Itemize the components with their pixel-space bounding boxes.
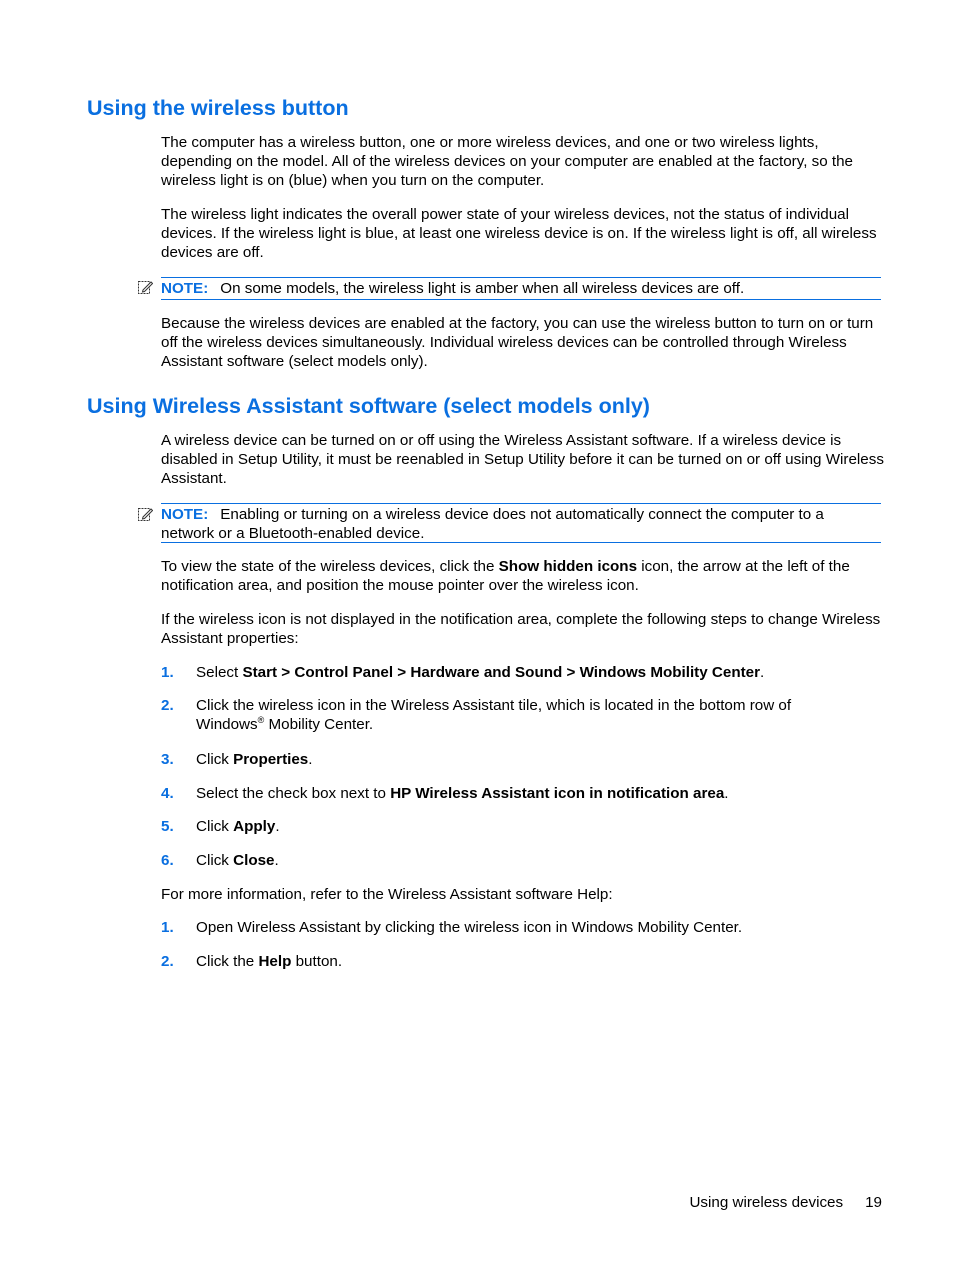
note-text: Enabling or turning on a wireless device does not automatically connect the computer to a network or a Bluetooth-enabled device. [161,506,824,542]
text-run: Click the wireless icon in the Wireless Assistant tile, which is located in the bottom row of Windows [196,697,792,733]
text-run: icon, the arrow at the left of the notification area, and position the mouse pointer over the wireless icon. [161,558,850,594]
note-pencil-icon [137,279,153,295]
text-run: Click [196,818,234,835]
note-label: NOTE: [161,280,209,297]
paragraph: The computer has a wireless button, one or more wireless devices, and one or two wireless lights, depending on the model. All of the wireless devices on your computer are enabled at the factory, so the wireless light is on (blue) when you turn on the computer. [161,134,854,189]
text-run: . [760,664,765,681]
note-text: On some models, the wireless light is amber when all wireless devices are off. [220,280,745,297]
paragraph: Because the wireless devices are enabled at the factory, you can use the wireless button to turn on or turn off the wireless devices simultaneously. Individual wireless devices can be controlled through Wireless Assistant software (select models only). [161,315,874,370]
text-run: button. [291,953,343,970]
ui-term: Close [233,852,275,869]
page-number: 19 [865,1194,882,1211]
step-number: 6. [161,852,174,869]
paragraph: A wireless device can be turned on or off using the Wireless Assistant software. If a wireless device is disabled in Setup Utility, it must be reenabled in Setup Utility before it can be turned on or off using Wireless Assistant. [161,432,884,487]
ui-term: HP Wireless Assistant icon in notification area [390,785,725,802]
step-text [196,663,886,682]
ui-term: Show hidden icons [498,558,638,575]
registered-mark: ® [257,714,265,725]
step-number: 2. [161,953,174,970]
text-run: . [275,818,280,835]
step-text [196,696,836,734]
text-run: Click [196,852,234,869]
section-heading-wireless-button: Using the wireless button [87,96,349,120]
text-run: . [308,751,313,768]
text-run: Select the check box next to [196,785,391,802]
ui-term: Apply [233,818,276,835]
note-box [161,503,881,543]
note-box [161,277,881,300]
step-number: 5. [161,818,174,835]
step-text: Open Wireless Assistant by clicking the wireless icon in Windows Mobility Center. [196,919,743,936]
step-number: 1. [161,664,174,681]
section-heading-wireless-assistant: Using Wireless Assistant software (select models only) [87,394,650,418]
text-run: Mobility Center. [264,716,374,733]
paragraph: If the wireless icon is not displayed in the notification area, complete the following steps to change Wireless Assistant properties: [161,611,881,647]
footer-title: Using wireless devices [689,1194,844,1211]
text-run: To view the state of the wireless devices, click the [161,558,499,575]
step-text [196,851,886,870]
text-run: . [274,852,279,869]
page-footer [689,1193,882,1212]
step-number: 1. [161,919,174,936]
paragraph [161,557,885,595]
ui-term: Start > Control Panel > Hardware and Sound > Windows Mobility Center [242,664,761,681]
step-text [196,784,886,803]
step-text [196,817,886,836]
paragraph: For more information, refer to the Wireless Assistant software Help: [161,886,613,903]
text-run: Click [196,751,234,768]
text-run: Select [196,664,243,681]
step-text [196,750,886,769]
text-run: Click the [196,953,259,970]
ui-term: Help [258,953,292,970]
text-run: . [724,785,729,802]
note-pencil-icon [137,506,153,522]
step-number: 3. [161,751,174,768]
ui-term: Properties [233,751,309,768]
paragraph: The wireless light indicates the overall power state of your wireless devices, not the status of individual devices. If the wireless light is blue, at least one wireless device is on. If the wireless light is off, all wireless devices are off. [161,206,877,261]
note-label: NOTE: [161,506,209,523]
step-number: 2. [161,697,174,714]
step-text [196,952,886,971]
step-number: 4. [161,785,174,802]
